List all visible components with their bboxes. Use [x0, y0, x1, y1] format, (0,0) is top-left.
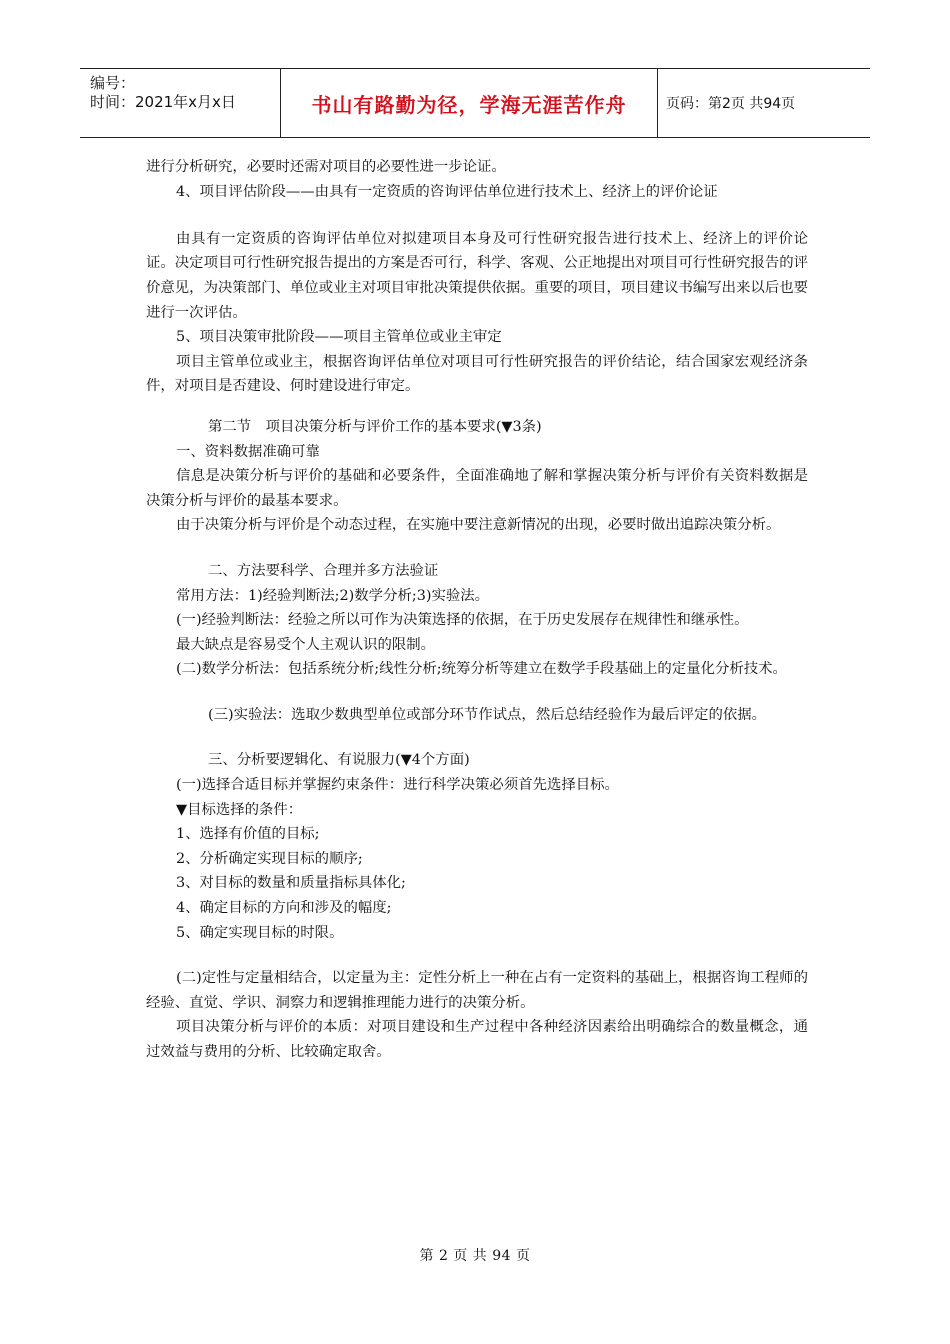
paragraph: (二)定性与定量相结合，以定量为主：定性分析上一种在占有一定资料的基础上，根据咨询工程师的经验、直觉、学识、洞察力和逻辑推理能力进行的决策分析。: [146, 970, 808, 1011]
list-item: 4、确定目标的方向和涉及的幅度;: [176, 900, 392, 917]
paragraph: 由具有一定资质的咨询评估单位对拟建项目本身及可行性研究报告进行技术上、经济上的评价论证。决定项目可行性研究报告提出的方案是否可行，科学、客观、公正地提出对项目可行性研究报告的评价意见，为决策部门、单位或业主对项目审批决策提供依据。重要的项目，项目建议书编写出来以后也要进行一次评估。: [146, 230, 808, 321]
header-meta: [80, 69, 281, 137]
page-info: 页码：第2页 共94页: [666, 96, 796, 112]
section-heading: 第二节 项目决策分析与评价工作的基本要求(▼3条): [208, 418, 542, 435]
paragraph: 常用方法：1)经验判断法;2)数学分析;3)实验法。: [176, 587, 490, 604]
motto-text: 书山有路勤为径，学海无涯苦作舟: [311, 92, 627, 117]
paragraph: 4、项目评估阶段——由具有一定资质的咨询评估单位进行技术上、经济上的评价论证: [176, 183, 718, 200]
paragraph: 信息是决策分析与评价的基础和必要条件，全面准确地了解和掌握决策分析与评价有关资料数据是决策分析与评价的最基本要求。: [146, 468, 808, 509]
date-label: 时间：2021年x月x日: [90, 93, 236, 111]
paragraph: (一)经验判断法：经验之所以可作为决策选择的依据，在于历史发展存在规律性和继承性。: [176, 612, 749, 629]
subsection-heading: 二、方法要科学、合理并多方法验证: [208, 562, 439, 579]
page-footer: 第 2 页 共 94 页: [419, 1248, 531, 1264]
header-motto-cell: [281, 69, 658, 137]
list-heading: ▼目标选择的条件：: [176, 801, 303, 818]
list-item: 2、分析确定实现目标的顺序;: [176, 850, 363, 867]
paragraph: (二)数学分析法：包括系统分析;线性分析;统筹分析等建立在数学手段基础上的定量化分析技术。: [176, 661, 787, 678]
page-header: [80, 68, 870, 138]
paragraph: 项目决策分析与评价的本质：对项目建设和生产过程中各种经济因素给出明确综合的数量概念，通过效益与费用的分析、比较确定取舍。: [146, 1019, 808, 1060]
number-label: 编号：: [90, 74, 136, 92]
paragraph: 项目主管单位或业主，根据咨询评估单位对项目可行性研究报告的评价结论，结合国家宏观经济条件，对项目是否建设、何时建设进行审定。: [146, 353, 808, 395]
subsection-heading: 一、资料数据准确可靠: [176, 443, 320, 460]
paragraph: 由于决策分析与评价是个动态过程，在实施中要注意新情况的出现，必要时做出追踪决策分析。: [176, 517, 781, 534]
header-page-cell: [658, 69, 870, 137]
paragraph: 最大缺点是容易受个人主观认识的限制。: [176, 636, 436, 653]
paragraph: (三)实验法：选取少数典型单位或部分环节作试点，然后总结经验作为最后评定的依据。: [208, 706, 767, 723]
paragraph: 进行分析研究，必要时还需对项目的必要性进一步论证。: [146, 159, 506, 175]
list-item: 5、确定实现目标的时限。: [176, 924, 344, 941]
list-item: 1、选择有价值的目标;: [176, 826, 320, 843]
list-item: 3、对目标的数量和质量指标具体化;: [176, 875, 406, 892]
subsection-heading: 三、分析要逻辑化、有说服力(▼4个方面): [208, 752, 470, 769]
paragraph: (一)选择合适目标并掌握约束条件：进行科学决策必须首先选择目标。: [176, 777, 619, 794]
paragraph: 5、项目决策审批阶段——项目主管单位或业主审定: [176, 329, 502, 346]
document-body: [146, 155, 808, 1065]
